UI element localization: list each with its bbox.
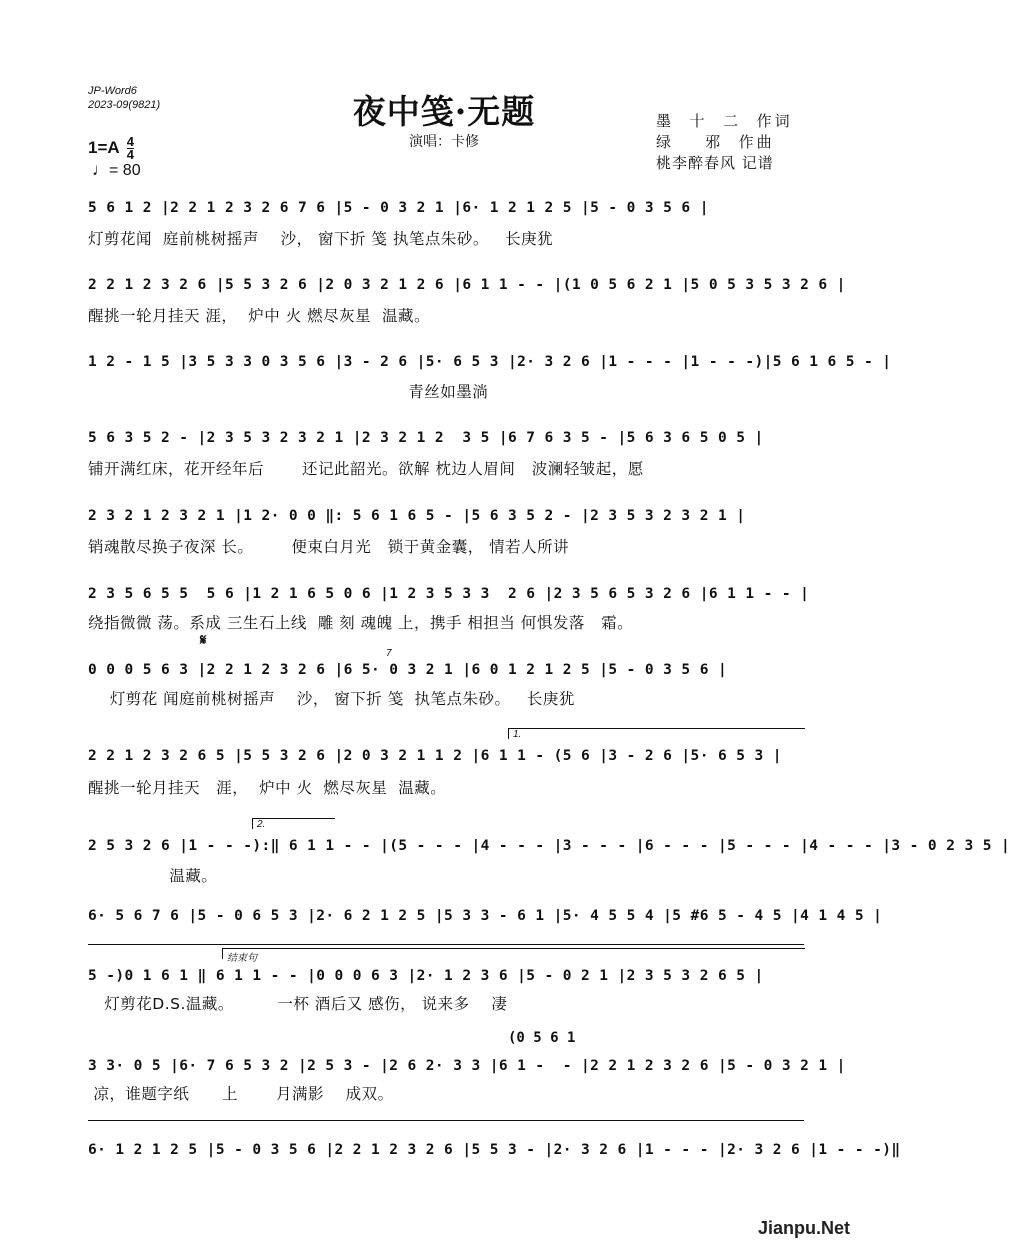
lyric-line: 灯剪花闻 庭前桃树摇声 沙， 窗下折 笺 执笔点朱砂。 长庚犹 <box>88 230 554 248</box>
notation-line: 3 3· 0 5 |6· 7 6 5 3 2 |2 5 3 - |2 6 2· 3 3 |6 1 - - |2 2 1 2 3 2 6 |5 - 0 3 2 1 | <box>88 1058 846 1074</box>
key-label: 1=A <box>88 137 120 157</box>
tempo-value: = 80 <box>109 162 141 179</box>
first-ending-label: 1. <box>513 729 522 740</box>
quarter-note-icon: ♩ <box>92 160 109 179</box>
notation-line: 0 0 0 5 6 3 |2 2 1 2 3 2 6 |6 5· 0 3 2 1 |6 0 1 2 1 2 5 |5 - 0 3 5 6 | <box>88 662 728 678</box>
lyric-line: 绕指微微 荡。系成 三生石上线 雕 刻 魂魄 上，携手 相担当 何惧发落 霜。 <box>88 614 634 632</box>
lyric-line: 销魂散尽换子夜深 长。 便束白月光 锁于黄金囊， 情若人所讲 <box>88 538 570 556</box>
time-signature <box>127 136 134 161</box>
lyric-line: 青丝如墨淌 <box>88 383 489 401</box>
notation-line: 2 2 1 2 3 2 6 |5 5 3 2 6 |2 0 3 2 1 2 6 |6 1 1 - - |(1 0 5 6 2 1 |5 0 5 3 5 3 2 6 | <box>88 277 846 293</box>
lyric-line: 灯剪花D.S.温藏。 一杯 酒后又 感伤， 说来多 凄 <box>88 995 508 1013</box>
page-title: 夜中笺·无题 <box>352 92 536 131</box>
lyricist-credit: 墨 十 二 作词 <box>656 112 793 130</box>
notation-line: 2 3 5 6 5 5 5 6 |1 2 1 6 5 0 6 |1 2 3 5 3 3 2 6 |2 3 5 6 5 3 2 6 |6 1 1 - - | <box>88 586 810 602</box>
coda-label: 结束句 <box>227 953 257 964</box>
notation-line: 2 5 3 2 6 |1 - - -):‖ 6 1 1 - - |(5 - - - |4 - - - |3 - - - |6 - - - |5 - - - |4 - - - |3 - 0 2 3 5 | <box>88 838 1010 854</box>
lyric-line: 温藏。 <box>88 867 218 885</box>
lyric-line: 灯剪花 闻庭前桃树摇声 沙， 窗下折 笺 执笔点朱砂。 长庚犹 <box>88 690 575 708</box>
first-ending-bracket <box>508 728 805 739</box>
coda-bracket <box>222 948 805 964</box>
second-ending-bracket <box>252 818 335 829</box>
segno-icon: 𝄋 <box>200 632 207 649</box>
notation-line: 5 6 3 5 2 - |2 3 5 3 2 3 2 1 |2 3 2 1 2 3 5 |6 7 6 3 5 - |5 6 3 6 5 0 5 | <box>88 430 764 446</box>
pickup-notes: (0 5 6 1 <box>508 1030 576 1046</box>
key-signature <box>88 136 134 161</box>
time-denominator: 4 <box>126 147 134 162</box>
system-divider <box>88 1120 804 1121</box>
notation-line: 5 -)0 1 6 1 ‖ 6 1 1 - - |0 0 0 6 3 |2· 1 2 3 6 |5 - 0 2 1 |2 3 5 3 2 6 5 | <box>88 968 764 984</box>
notation-line: 6· 1 2 1 2 5 |5 - 0 3 5 6 |2 2 1 2 3 2 6 |5 5 3 - |2· 3 2 6 |1 - - - |2· 3 2 6 |1 - - -)‖ <box>88 1142 901 1158</box>
time-numerator: 4 <box>126 134 134 149</box>
grace-note: 7 <box>386 648 392 659</box>
second-ending-label: 2. <box>257 819 266 830</box>
site-watermark: Jianpu.Net <box>758 1218 851 1238</box>
notation-line: 1 2 - 1 5 |3 5 3 3 0 3 5 6 |3 - 2 6 |5· 6 5 3 |2· 3 2 6 |1 - - - |1 - - -)|5 6 1 6 5 - | <box>88 354 892 370</box>
lyric-line: 醒挑一轮月挂天 涯， 炉中 火 燃尽灰星 温藏。 <box>88 779 447 797</box>
notation-line: 2 2 1 2 3 2 6 5 |5 5 3 2 6 |2 0 3 2 1 1 2 |6 1 1 - (5 6 |3 - 2 6 |5· 6 5 3 | <box>88 748 782 764</box>
lyric-line: 铺开满红床，花开经年后 还记此韶光。欲解 枕边人眉间 波澜轻皱起，愿 <box>88 460 644 478</box>
notation-line: 2 3 2 1 2 3 2 1 |1 2· 0 0 ‖: 5 6 1 6 5 - |5 6 3 5 2 - |2 3 5 3 2 3 2 1 | <box>88 508 746 524</box>
composer-credit: 绿 邪 作曲 <box>656 133 775 151</box>
tempo-marking <box>92 160 141 180</box>
lyric-line: 醒挑一轮月挂天 涯， 炉中 火 燃尽灰星 温藏。 <box>88 307 430 325</box>
software-label: JP-Word6 <box>88 85 137 97</box>
version-label: 2023-09(9821) <box>88 99 161 111</box>
notation-line: 6· 5 6 7 6 |5 - 0 6 5 3 |2· 6 2 1 2 5 |5 3 3 - 6 1 |5· 4 5 5 4 |5 #6 5 - 4 5 |4 1 4 5 | <box>88 908 883 924</box>
lyric-line: 凉，谁题字纸 上 月满影 成双。 <box>88 1085 394 1103</box>
notation-line: 5 6 1 2 |2 2 1 2 3 2 6 7 6 |5 - 0 3 2 1 |6· 1 2 1 2 5 |5 - 0 3 5 6 | <box>88 200 709 216</box>
singer-credit: 演唱：卡修 <box>409 133 479 149</box>
transcriber-credit: 桃李醉春风 记谱 <box>656 154 774 172</box>
system-divider <box>88 944 804 945</box>
